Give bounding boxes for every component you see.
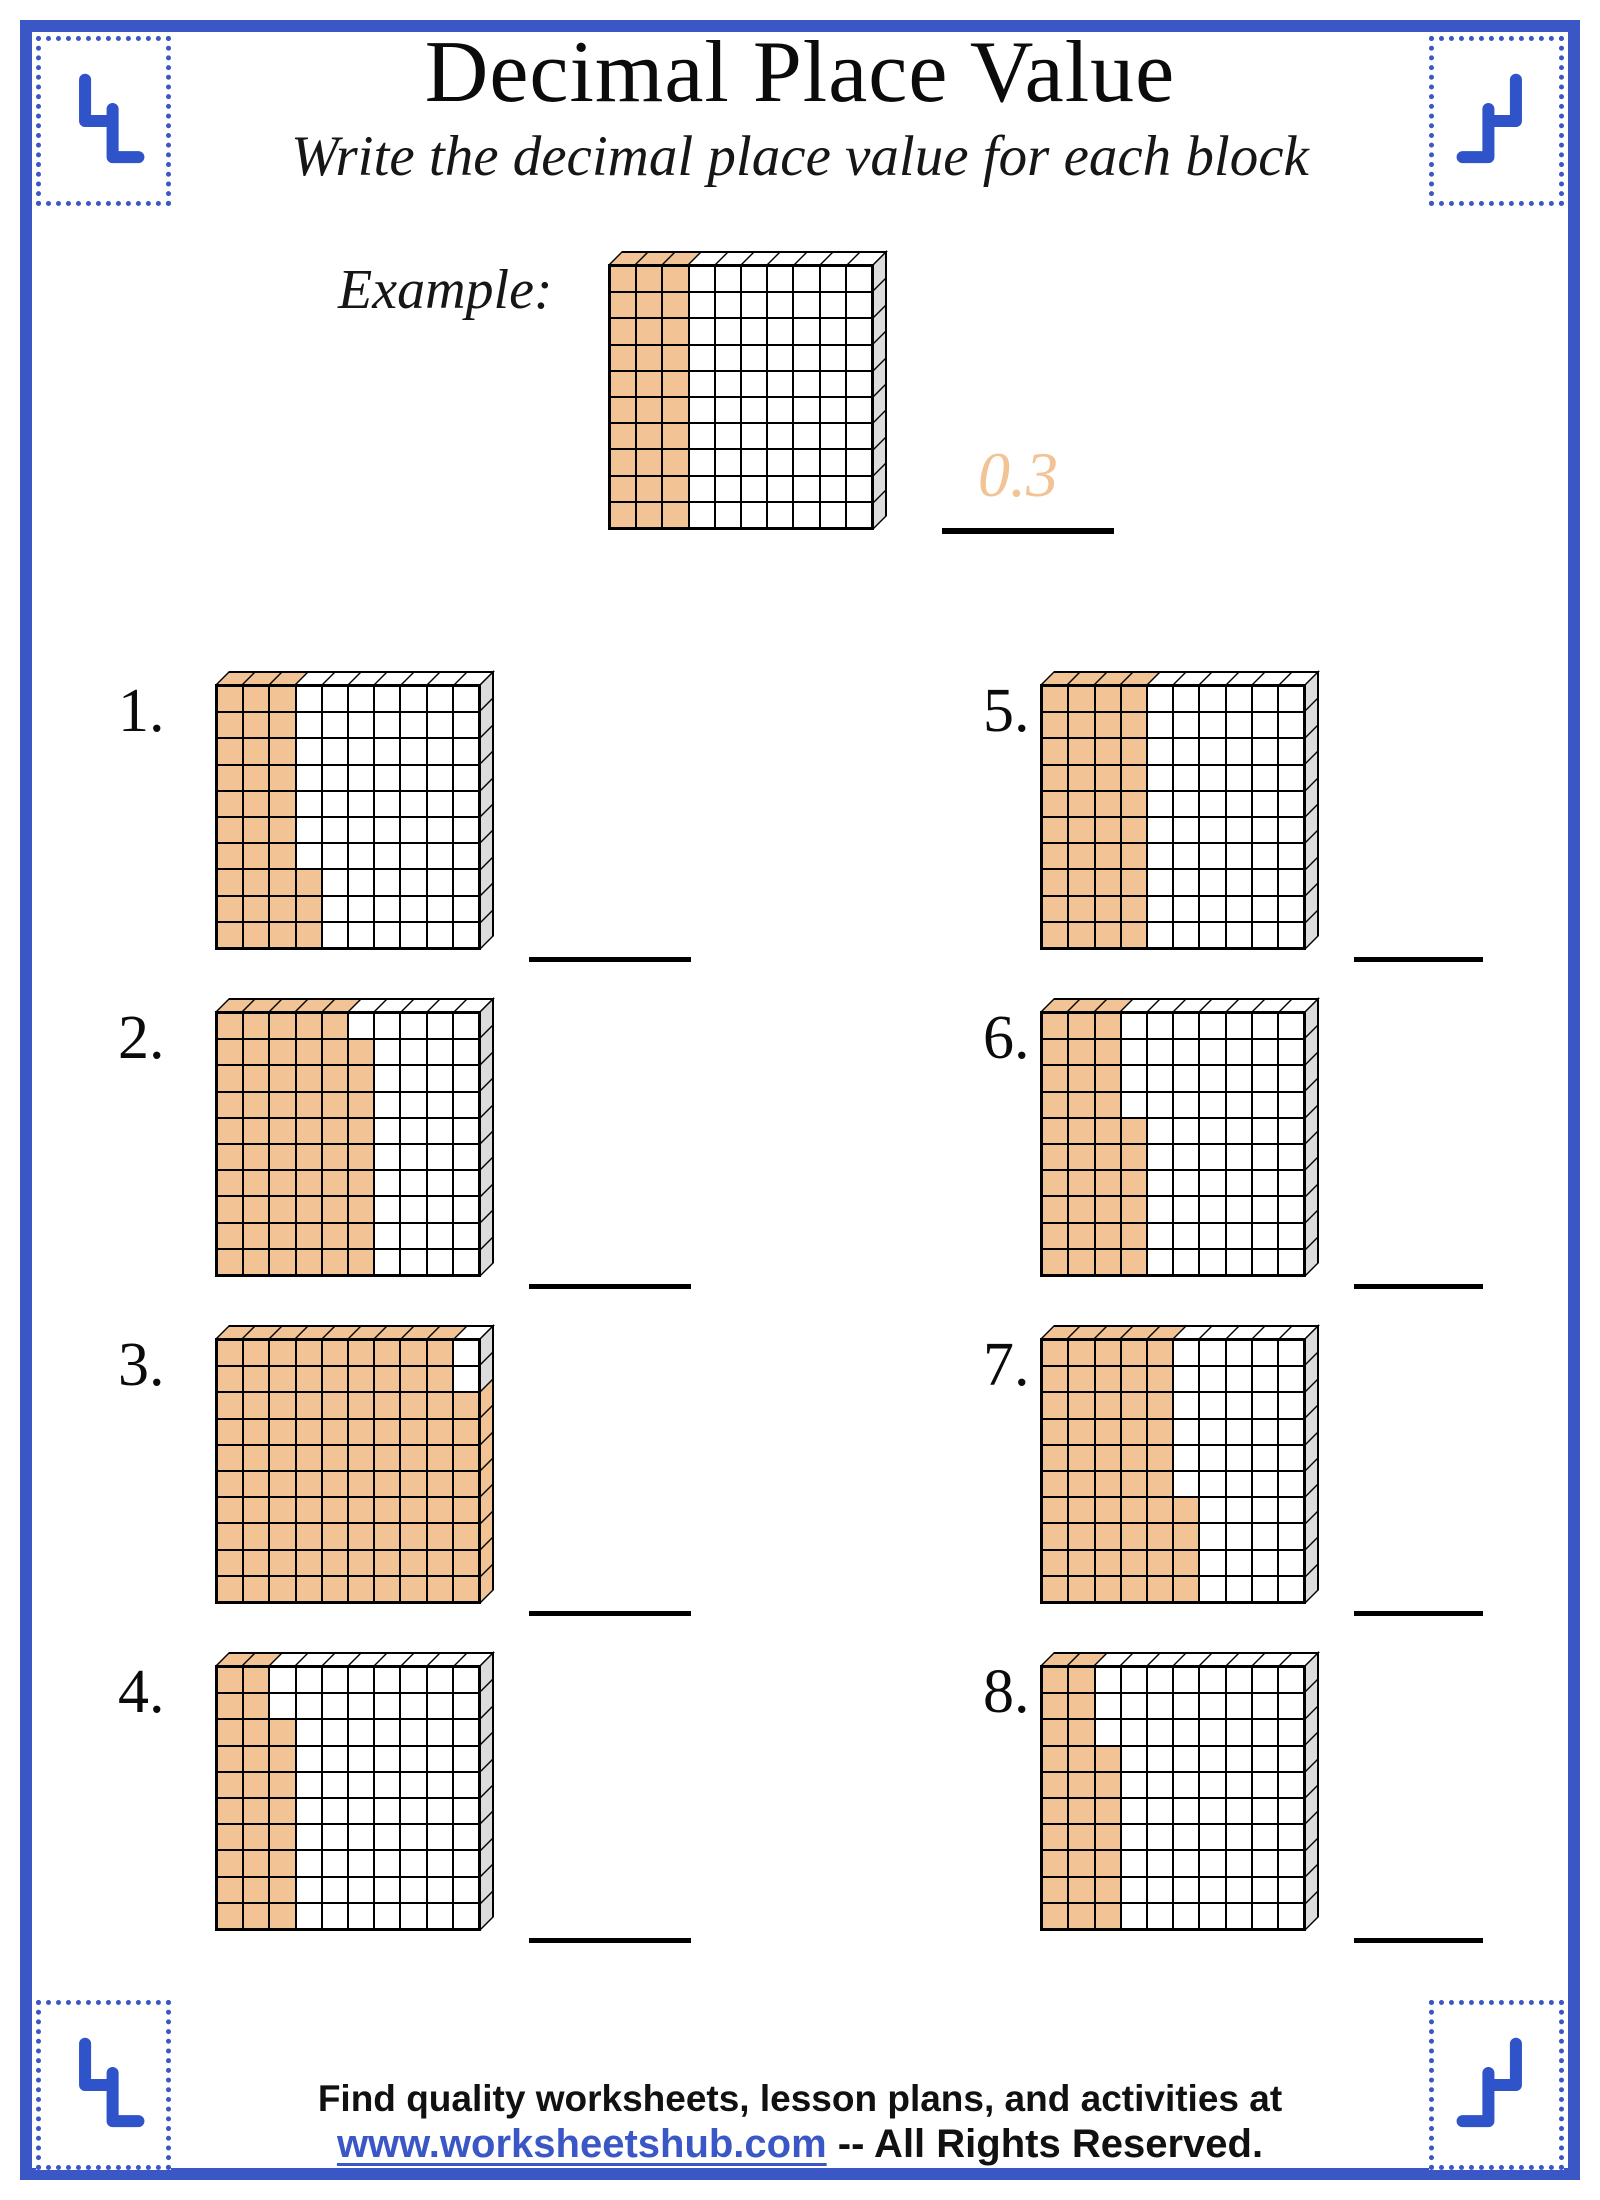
base-ten-block (1040, 1665, 1306, 1931)
problem-number: 2. (118, 1004, 165, 1072)
base-ten-block (1040, 1011, 1306, 1277)
grid-right-face (1305, 1651, 1319, 1931)
grid-top-face (1040, 1652, 1320, 1666)
grid-top-face (215, 671, 495, 685)
answer-line (529, 957, 691, 962)
example-block (608, 250, 874, 530)
page-title: Decimal Place Value (424, 24, 1176, 121)
problem-number: 1. (118, 677, 165, 745)
grid-top-face (215, 998, 495, 1012)
example-label: Example: (338, 259, 553, 321)
problem-number: 4. (118, 1658, 165, 1726)
problem-7 (983, 1324, 1483, 1618)
grid-top-face (215, 1325, 495, 1339)
grid-main-face (215, 1011, 481, 1277)
base-ten-block (1040, 684, 1306, 950)
base-ten-block (215, 1665, 481, 1931)
footer-rights-text: -- All Rights Reserved. (826, 2122, 1264, 2166)
problem-number: 3. (118, 1331, 165, 1399)
grid-main-face (215, 1665, 481, 1931)
problem-5 (983, 670, 1483, 964)
page-instructions: Write the decimal place value for each block (291, 125, 1309, 188)
grid-top-face (215, 1652, 495, 1666)
footer-line2 (0, 2122, 1600, 2167)
grid-top-face (608, 251, 888, 265)
grid-right-face (480, 1324, 494, 1604)
problem-3 (118, 1324, 983, 1618)
answer-line (529, 1611, 691, 1616)
problem-number: 7. (983, 1331, 1030, 1399)
base-ten-block (215, 1011, 481, 1277)
answer-line (529, 1284, 691, 1289)
example-answer: 0.3 (978, 439, 1058, 510)
grid-right-face (1305, 1324, 1319, 1604)
footer-text: Find quality worksheets, lesson plans, and activities at (317, 2078, 1283, 2119)
answer-line (529, 1938, 691, 1943)
problem-number: 5. (983, 677, 1030, 745)
grid-top-face (1040, 998, 1320, 1012)
grid-right-face (480, 997, 494, 1277)
base-ten-block (1040, 1338, 1306, 1604)
grid-main-face (1040, 1665, 1306, 1931)
grid-main-face (215, 1338, 481, 1604)
problem-6 (983, 997, 1483, 1291)
answer-line (1354, 957, 1483, 962)
answer-line (942, 528, 1114, 534)
problem-4 (118, 1651, 983, 1945)
answer-line (1354, 1938, 1483, 1943)
problem-number: 6. (983, 1004, 1030, 1072)
grid-main-face (1040, 684, 1306, 950)
problems-grid (118, 670, 1518, 1978)
grid-main-face (215, 684, 481, 950)
grid-right-face (480, 670, 494, 950)
grid-right-face (480, 1651, 494, 1931)
grid-right-face (1305, 997, 1319, 1277)
grid-top-face (1040, 1325, 1320, 1339)
base-ten-block (608, 264, 874, 530)
worksheetshub-link[interactable]: www.worksheetshub.com (336, 2122, 827, 2166)
problem-1 (118, 670, 983, 964)
grid-main-face (1040, 1338, 1306, 1604)
problem-number: 8. (983, 1658, 1030, 1726)
base-ten-block (215, 684, 481, 950)
answer-line (1354, 1611, 1483, 1616)
grid-right-face (873, 250, 887, 530)
problem-2 (118, 997, 983, 1291)
grid-main-face (608, 264, 874, 530)
base-ten-block (215, 1338, 481, 1604)
problem-8 (983, 1651, 1483, 1945)
grid-top-face (1040, 671, 1320, 685)
grid-main-face (1040, 1011, 1306, 1277)
answer-line (1354, 1284, 1483, 1289)
grid-right-face (1305, 670, 1319, 950)
